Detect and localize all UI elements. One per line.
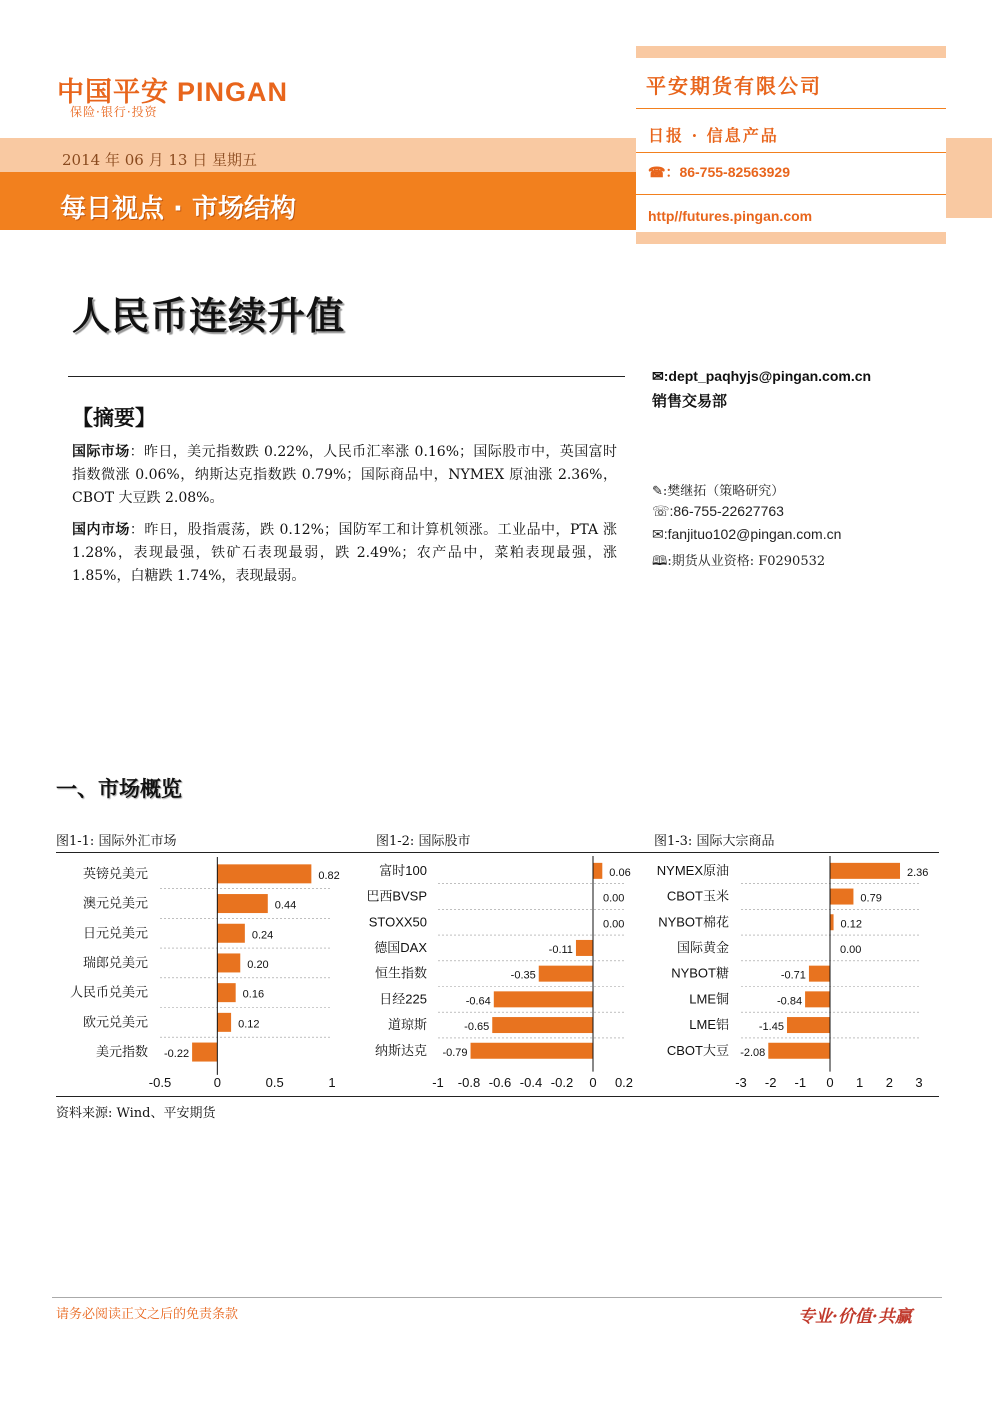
category-label: 美元指数 [95,1044,148,1060]
category-label: 道琼斯 [387,1017,427,1033]
tick-label: 0 [826,1075,834,1090]
domestic-label: 国内市场 [72,522,130,538]
title-rule [68,376,625,377]
dept-name: 销售交易部 [652,392,728,410]
bar [494,991,593,1007]
value-label: 0.20 [247,958,269,971]
figure-rule-bottom [56,1096,939,1097]
value-label: 0.00 [603,918,625,931]
logo-subtitle: 保险·银行·投资 [70,105,158,119]
tick-label: -0.4 [519,1075,543,1090]
tick-label: -0.2 [550,1075,574,1090]
abstract-domestic [72,519,617,588]
value-label: -0.35 [510,969,536,982]
bar [576,940,593,956]
category-label: STOXX50 [368,914,427,930]
bar [768,1043,830,1059]
chart-title-fx: 图1-1: 国际外汇市场 [56,834,177,849]
right-strip-side [946,138,992,218]
value-label: -0.79 [442,1046,468,1059]
tick-label: -1 [432,1075,444,1090]
bar [471,1043,593,1059]
value-label: -0.22 [164,1048,190,1061]
category-label: 澳元兑美元 [82,895,148,911]
value-label: -2.08 [740,1046,766,1059]
category-label: 恒生指数 [374,965,427,981]
category-label: 日元兑美元 [82,925,148,941]
category-label: 欧元兑美元 [82,1014,148,1030]
value-label: -0.64 [465,995,491,1008]
category-label: 瑞郎兑美元 [82,954,148,970]
company-name: 平安期货有限公司 [646,74,822,98]
report-date: 2014 年 06 月 13 日 星期五 [62,151,257,169]
tick-label: 0.2 [614,1075,634,1090]
product-label: 日报 · 信息产品 [648,126,779,145]
bar [805,991,830,1007]
bar [539,966,593,982]
category-label: 德国DAX [374,939,427,955]
bar [217,983,235,1002]
bar [787,1017,830,1033]
tick-label: 1 [328,1075,336,1090]
tick-label: -0.5 [148,1075,172,1090]
value-label: 0.16 [242,988,265,1001]
tick-label: 2 [885,1075,893,1090]
bar [217,1013,231,1032]
bar [830,914,834,930]
bar [593,863,602,879]
charts-area [0,853,992,1096]
tick-label: -0.8 [457,1075,481,1090]
slogan: 专业·价值·共赢 [798,1307,912,1327]
data-source: 资料来源: Wind、平安期货 [56,1106,216,1121]
chart-title-stocks: 图1-2: 国际股市 [376,834,471,849]
value-label: 0.00 [840,943,862,956]
right-divider [636,108,946,109]
daily-title: 每日视点 · 市场结构 [60,194,296,224]
author-license: 🕮:期货从业资格: F0290532 [652,554,826,569]
bar [217,894,267,913]
tick-label: -3 [735,1075,747,1090]
tick-label: 3 [915,1075,923,1090]
category-label: LME铜 [689,991,729,1007]
value-label: 0.79 [860,892,882,905]
tick-label: 0 [213,1075,221,1090]
right-divider [636,194,946,195]
value-label: -1.45 [758,1021,784,1034]
logo-cn-text: 中国平安 [57,77,169,108]
value-label: -0.65 [464,1021,490,1034]
right-divider [636,152,946,153]
category-label: CBOT玉米 [666,888,729,904]
section-heading: 一、市场概览 [56,777,182,801]
category-label: 英镑兑美元 [82,865,148,881]
value-label: 0.24 [251,929,274,942]
chart-title-commodities: 图1-3: 国际大宗商品 [654,834,775,849]
bar [809,966,830,982]
intl-label: 国际市场 [72,444,130,460]
author-phone: ☏:86-755-22627763 [652,503,784,519]
category-label: LME铝 [689,1017,729,1033]
category-label: NYBOT糖 [671,965,729,981]
tick-label: 0 [589,1075,597,1090]
value-label: 0.44 [274,899,297,912]
author-name: ✎:樊继拓（策略研究） [652,484,785,499]
value-label: -0.71 [780,969,806,982]
value-label: 0.00 [603,892,625,905]
bar [830,889,853,905]
author-email[interactable]: ✉:fanjituo102@pingan.com.cn [652,526,842,542]
value-label: 0.12 [238,1018,260,1031]
intl-text: ：昨日，美元指数跌 0.22%，人民币汇率涨 0.16%；国际股市中，英国富时指数微涨 0.06%，纳斯达克指数跌 0.79%；国际商品中，NYMEX 原油涨 2.36%，CBOT 大豆跌 2.08%。 [72,444,617,506]
bar [217,864,311,883]
category-label: 富时100 [379,862,427,878]
abstract-heading: 【摘要】 [72,406,156,430]
company-phone: ☎：86-755-82563929 [648,164,790,180]
value-label: -0.11 [548,943,573,956]
category-label: 纳斯达克 [374,1042,427,1058]
right-strip-bottom [636,232,946,244]
tick-label: 0.5 [265,1075,284,1090]
bar [492,1017,593,1033]
category-label: 人民币兑美元 [69,984,148,1000]
category-label: NYBOT棉花 [658,914,729,930]
category-label: CBOT大豆 [666,1042,729,1058]
tick-label: -2 [764,1075,777,1090]
value-label: 0.06 [609,866,631,879]
footer-rule [52,1297,942,1298]
bar [217,924,245,943]
bar [217,953,240,972]
bar [192,1043,217,1062]
domestic-text: ：昨日，股指震荡，跌 0.12%；国防军工和计算机领涨。工业品中，PTA 涨 1.28%，表现最强，铁矿石表现最弱，跌 2.49%；农产品中，菜粕表现最强，涨 1.85%，白糖跌 1.74%，表现最弱。 [72,522,618,584]
category-label: 日经225 [379,991,427,1007]
abstract-intl [72,441,617,510]
value-label: 2.36 [907,866,929,879]
value-label: 0.12 [840,918,862,931]
logo-en-text: PINGAN [177,77,289,107]
dept-email[interactable]: ✉:dept_paqhyjs@pingan.com.cn [652,368,872,384]
category-label: NYMEX原油 [656,862,729,878]
category-label: 国际黄金 [676,939,729,955]
category-label: 巴西BVSP [366,888,427,904]
bar [830,863,900,879]
value-label: -0.84 [777,995,803,1008]
right-strip-top [636,46,946,58]
tick-label: -0.6 [488,1075,512,1090]
page-title: 人民币连续升值 [72,294,346,338]
tick-label: 1 [856,1075,864,1090]
company-url[interactable]: http//futures.pingan.com [648,208,813,224]
disclaimer-link[interactable]: 请务必阅读正文之后的免责条款 [56,1307,239,1322]
value-label: 0.82 [318,869,340,882]
tick-label: -1 [794,1075,807,1090]
